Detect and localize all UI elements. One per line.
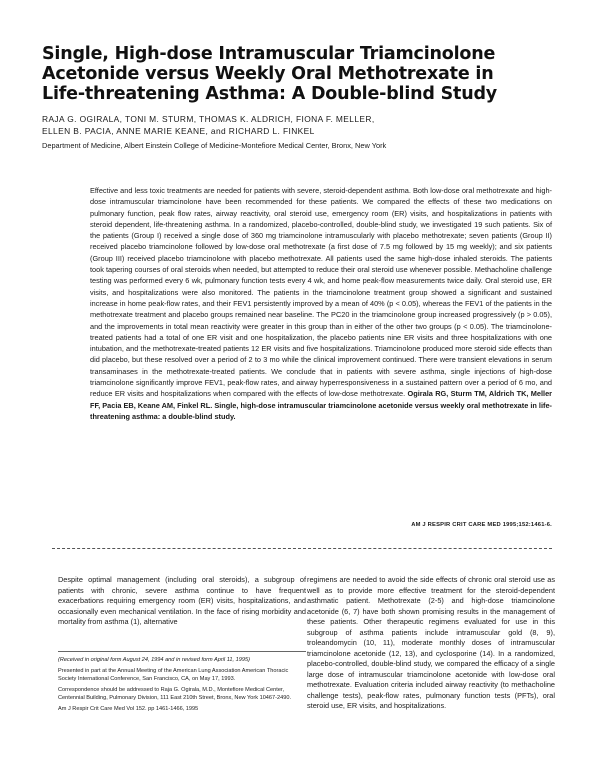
affiliation: Department of Medicine, Albert Einstein College of Medicine-Montefiore Medical Center, Bronx, New York [42, 141, 387, 150]
correspondence-note: Correspondence should be addressed to Raja G. Ogirala, M.D., Montefiore Medical Center, Centennial Building, Pulmonary Division, 111 East 210th Street, Bronx, New York 10467-2490. [58, 687, 292, 701]
journal-reference: AM J RESPIR CRIT CARE MED 1995;152:1461-6. [411, 522, 552, 528]
section-divider [52, 548, 552, 549]
authors-line-2: ELLEN B. PACIA, ANNE MARIE KEANE, and RICHARD L. FINKEL [42, 126, 315, 136]
article-title [42, 44, 562, 104]
title-line-3: Life-threatening Asthma: A Double-blind Study [42, 84, 497, 104]
intro-right-column: regimens are needed to avoid the side effects of chronic oral steroid use as well as to provide more effective treatment for the steroid-dependent asthmatic patient. Methotrexate (2-5) and high-dose triamcinolone acetonide (6, 7) have both shown promising results in the management of these patients. Other therapeutic regimens evaluated for use in this subgroup of asthma patients include intramuscular gold (8, 9), troleandomycin (10, 11), moderate monthly doses of intramuscular triamcinolone acetonide (12, 13), and cyclosporine (14). In a randomized, placebo-controlled, double-blind study, we compared the efficacy of a single large dose of intramuscular triamcinolone acetonide with low-dose oral methotrexate. Evaluation criteria included airway reactivity (to methacholine challenge tests), peak-flow rates, pulmonary function tests (PFTs), oral steroid use, ER visits, and hospitalizations. [307, 575, 555, 710]
abstract-citation: Ogirala RG, Sturm TM, Aldrich TK, Meller FF, Pacia EB, Keane AM, Finkel RL. Single, high-dose intramuscular triamcinolone acetonide versus weekly oral methotrexate in life-threatening asthma: a double-blind study. [90, 389, 553, 421]
abstract-body: Effective and less toxic treatments are needed for patients with severe, steroid-dependent asthma. Both low-dose oral methotrexate and high-dose intramuscular triamcinolone have been recommended for these patients. We compared the effects of these two medications on pulmonary function, peak flow rates, airway reactivity, oral steroid use, emergency room (ER) visits, and hospitalizations in patients with steroid dependent, life-threatening asthma. In a randomized, placebo-controlled, double-blind study, we investigated 19 such patients. Six of the patients (Group I) received a single dose of 360 mg triamcinolone intramuscularly with placebo methotrexate; seven patients (Group II) received placebo triamcinolone followed by low-dose oral methotrexate (a first dose of 7.5 mg followed by 15 mg weekly); and six patients (Group III) received placebo triamcinolone with placebo methotrexate. All patients used the same high-dose inhaled steroids. The patients took tapering courses of oral steroids when needed, but attempted to reduce their oral steroid use whenever possible. Methacholine challenge testing was performed every 6 wk, pulmonary function tests every 4 wk, and home peak-flow measurements twice daily. Oral steroid use, ER visits, and hospitalizations were also monitored. The patients in the triamcinolone treatment group showed a significant and sustained increase in home peak-flow rates, and their FEV1 persistently improved by a mean of 40% (p < 0.05), whereas the FEV1 of the patients in the methotrexate treatment and placebo groups remained near baseline. The PC20 in the triamcinolone group increased progressively (p > 0.05), and the improvements in total mean reactivity were greater in this group than in either of the other two groups (p < 0.05). The triamcinolone-treated patients had a total of one ER visit and one hospitalization, the placebo patients nine ER visits and three hospitalizations with one intubation, and the methotrexate-treated patients 12 ER visits and five hospitalizations. Triamcinolone produced more steroid side effects than did placebo, but these resolved over a period of 2 to 3 mo while the clinical improvement continued. There were transient elevations in serum transaminases in the methotrexate-treated patients. We conclude that in patients with severe asthma, single injections of high-dose triamcinolone significantly improve FEV1, peak-flow rates, and airway hyperresponsiveness in a sustained pattern over a period of 6 mo, and reduce ER visits and hospitalizations when compared with the effects of low-dose methotrexate. [90, 186, 552, 399]
journal-note: Am J Respir Crit Care Med Vol 152. pp 1461-1466, 1995 [58, 706, 199, 712]
intro-left-column: Despite optimal management (including oral steroids), a subgroup of patients with chronic, severe asthma continue to have frequent exacerbations requiring emergency room (ER) visits, hospitalizations, and occasionally even mechanical ventilation. In the face of rising morbidity and mortality from asthma (1), alternative [58, 575, 306, 626]
footnotes [58, 656, 306, 716]
author-list [42, 113, 562, 137]
authors-line-1: RAJA G. OGIRALA, TONI M. STURM, THOMAS K. ALDRICH, FIONA F. MELLER, [42, 114, 375, 124]
abstract [90, 185, 552, 422]
received-note: (Received in original form August 24, 1994 and in revised form April 11, 1995) [58, 657, 250, 663]
title-line-2: Acetonide versus Weekly Oral Methotrexate in [42, 64, 494, 84]
title-line-1: Single, High-dose Intramuscular Triamcinolone [42, 44, 496, 64]
footnote-rule [58, 651, 306, 652]
presented-note: Presented in part at the Annual Meeting of the American Lung Association American Thoracic Society International Conference, San Francisco, CA, on May 17, 1993. [58, 668, 289, 682]
